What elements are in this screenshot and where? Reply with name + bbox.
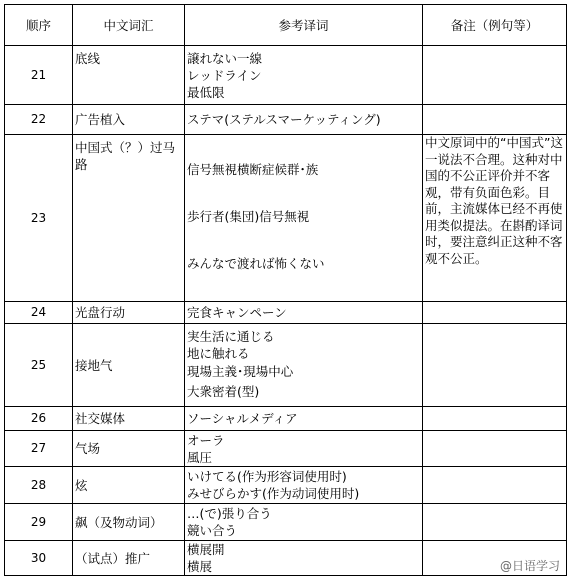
chinese-term: 气场 [73, 431, 185, 467]
reference-translations [185, 105, 423, 135]
remarks [423, 324, 567, 407]
table-row [5, 541, 567, 576]
table-row [5, 504, 567, 541]
translation: レッドライン [187, 67, 262, 83]
watermark: @日语学习 [499, 559, 560, 573]
vocabulary-table [4, 4, 567, 576]
reference-translations [185, 324, 423, 407]
translation: 信号無視横断症候群･族 [187, 162, 319, 177]
row-number: 27 [5, 431, 73, 467]
row-number: 26 [5, 407, 73, 431]
reference-translations [185, 504, 423, 541]
table-row [5, 135, 567, 302]
translation: 横展開 [187, 542, 225, 557]
remarks [423, 407, 567, 431]
row-number: 23 [5, 135, 73, 302]
row-number: 25 [5, 324, 73, 407]
row-number: 22 [5, 105, 73, 135]
table-row [5, 467, 567, 504]
translation: みせびらかす(作为动词使用时) [187, 486, 360, 501]
header-order: 顺序 [5, 5, 73, 46]
table-row [5, 407, 567, 431]
row-number: 28 [5, 467, 73, 504]
remarks [423, 302, 567, 324]
translation: いけてる(作为形容词使用时) [187, 469, 347, 484]
reference-translations [185, 407, 423, 431]
chinese-term: 飙（及物动词） [73, 504, 185, 541]
translation: …(で)張り合う [187, 506, 272, 521]
remarks [423, 431, 567, 467]
chinese-term: 接地气 [73, 324, 185, 407]
translation: 現場主義･現場中心 [187, 364, 294, 379]
translation: 風圧 [187, 449, 213, 465]
remarks [423, 105, 567, 135]
header-remarks: 备注（例句等） [423, 5, 567, 46]
row-number: 24 [5, 302, 73, 324]
reference-translations [185, 46, 423, 105]
remarks: 中文原词中的“中国式”这一说法不合理。这种对中国的不公正评价并不客观，带有负面色彩。目前，主流媒体已经不再使用类似提法。在斟酌译词时，要注意纠正这种不客观不公正。 [423, 135, 567, 302]
translation: オーラ [187, 432, 225, 448]
reference-translations [185, 541, 423, 576]
table-row [5, 46, 567, 105]
remarks [423, 467, 567, 504]
chinese-term: 炫 [73, 467, 185, 504]
remarks [423, 46, 567, 105]
reference-translations [185, 135, 423, 302]
translation: みんなで渡れば怖くない [187, 256, 325, 271]
header-reference-translation: 参考译词 [185, 5, 423, 46]
translation: ソーシャルメディア [187, 411, 298, 426]
table-row [5, 324, 567, 407]
translation: 歩行者(集団)信号無視 [187, 209, 310, 224]
translation: 最低限 [187, 84, 225, 100]
translation: 大衆密着(型) [187, 384, 260, 399]
translation: ステマ(ステルスマーケッティング) [187, 112, 381, 127]
translation: 競い合う [187, 523, 238, 538]
reference-translations [185, 302, 423, 324]
chinese-term: 底线 [73, 46, 185, 105]
row-number: 29 [5, 504, 73, 541]
chinese-term: 社交媒体 [73, 407, 185, 431]
header-chinese-term: 中文词汇 [73, 5, 185, 46]
chinese-term: 光盘行动 [73, 302, 185, 324]
table-row [5, 431, 567, 467]
translation: 完食キャンペーン [187, 305, 287, 320]
translation: 横展 [187, 559, 213, 574]
row-number: 21 [5, 46, 73, 105]
chinese-term: （试点）推广 [73, 541, 185, 576]
translation: 譲れない一線 [187, 50, 263, 66]
header-row [5, 5, 567, 46]
table-row [5, 302, 567, 324]
table-row [5, 105, 567, 135]
row-number: 30 [5, 541, 73, 576]
reference-translations [185, 431, 423, 467]
translation: 実生活に通じる [187, 329, 275, 344]
chinese-term: 中国式（？）过马路 [73, 135, 185, 302]
reference-translations [185, 467, 423, 504]
chinese-term: 广告植入 [73, 105, 185, 135]
remarks [423, 504, 567, 541]
translation: 地に触れる [187, 346, 250, 361]
